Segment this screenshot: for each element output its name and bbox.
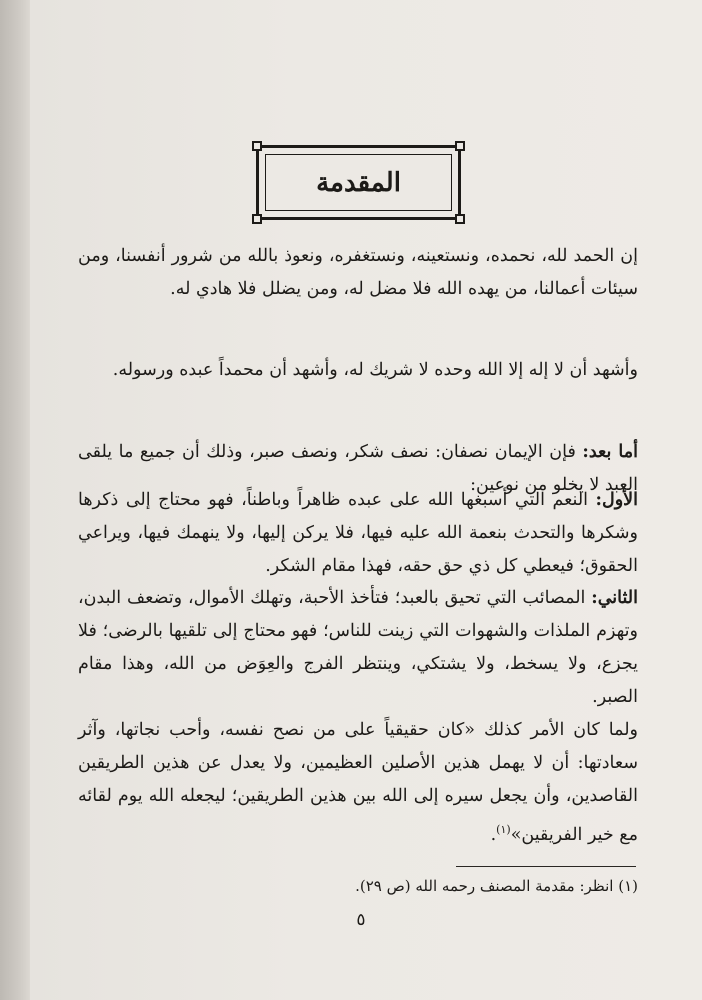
title-frame [256, 145, 461, 220]
paragraph-text: إن الحمد لله، نحمده، ونستعينه، ونستغفره، ونعوذ بالله من شرور أنفسنا، ومن سيئات أعمالنا، من يهده الله فلا مضل له، ومن يضلل فلا هادي له. [78, 246, 638, 299]
paragraph-end-mark: . [490, 824, 497, 845]
paragraph-text: وأشهد أن لا إله إلا الله وحده لا شريك له، وأشهد أن محمداً عبده ورسوله. [112, 360, 638, 380]
paragraph-conclusion [78, 714, 638, 852]
paragraph-shahada [78, 354, 638, 387]
paragraph-text [78, 582, 638, 714]
paragraph-text [78, 484, 638, 583]
paragraph-text [78, 714, 638, 852]
paragraph-body: المصائب التي تحيق بالعبد؛ فتأخذ الأحبة، وتهلك الأموال، وتضعف البدن، وتهزم الملذات والشهوات التي زينت للناس؛ فهو محتاج إلى تلقيها بالرضى؛ فلا يجزع، ولا يسخط، ولا يشتكي، وينتظر الفرج والعِوَض من الله، وهذا مقام الصبر. [78, 588, 638, 707]
footnote: (١) انظر: مقدمة المصنف رحمه الله (ص ٢٩). [355, 877, 638, 895]
frame-corner-ornament [252, 141, 262, 151]
paragraph-lead: الثاني: [591, 588, 638, 608]
paragraph-body: النعم التي أسبغها الله على عبده ظاهراً وباطناً، فهو محتاج إلى ذكرها وشكرها والتحدث بنعمة الله عليه فيها، فلا يركن إليها، ولا ينهمك فيها، ويراعي الحقوق؛ فيعطي كل ذي حق حقه، فهذا مقام الشكر. [78, 490, 638, 576]
footnote-divider [456, 866, 636, 867]
frame-corner-ornament [455, 214, 465, 224]
page-number: ٥ [356, 910, 366, 930]
paragraph-opening [78, 240, 638, 306]
book-spine-shadow [0, 0, 30, 1000]
paragraph-body: فإن الإيمان نصفان: نصف شكر، ونصف صبر، وذلك أن جميع ما يلقى العبد لا يخلو من نوعين: [78, 442, 638, 495]
footnote-reference[interactable]: (١) [496, 823, 511, 836]
paragraph-first [78, 484, 638, 583]
paragraph-lead: الأول: [595, 490, 638, 510]
frame-corner-ornament [455, 141, 465, 151]
frame-corner-ornament [252, 214, 262, 224]
paragraph-second [78, 582, 638, 714]
chapter-title: المقدمة [316, 168, 401, 198]
paragraph-lead: أما بعد: [582, 442, 638, 462]
paragraph-body: ولما كان الأمر كذلك «كان حقيقياً على من نصح نفسه، وأحب نجاتها، وآثر سعادتها: أن لا يهمل هذين الأصلين العظيمين، ولا يعدل عن هذين الطريقين القاصدين، وأن يجعل سيره إلى الله بين هذين الطريقين؛ ليجعله الله يوم لقائه مع خير الفريقين» [78, 720, 638, 845]
